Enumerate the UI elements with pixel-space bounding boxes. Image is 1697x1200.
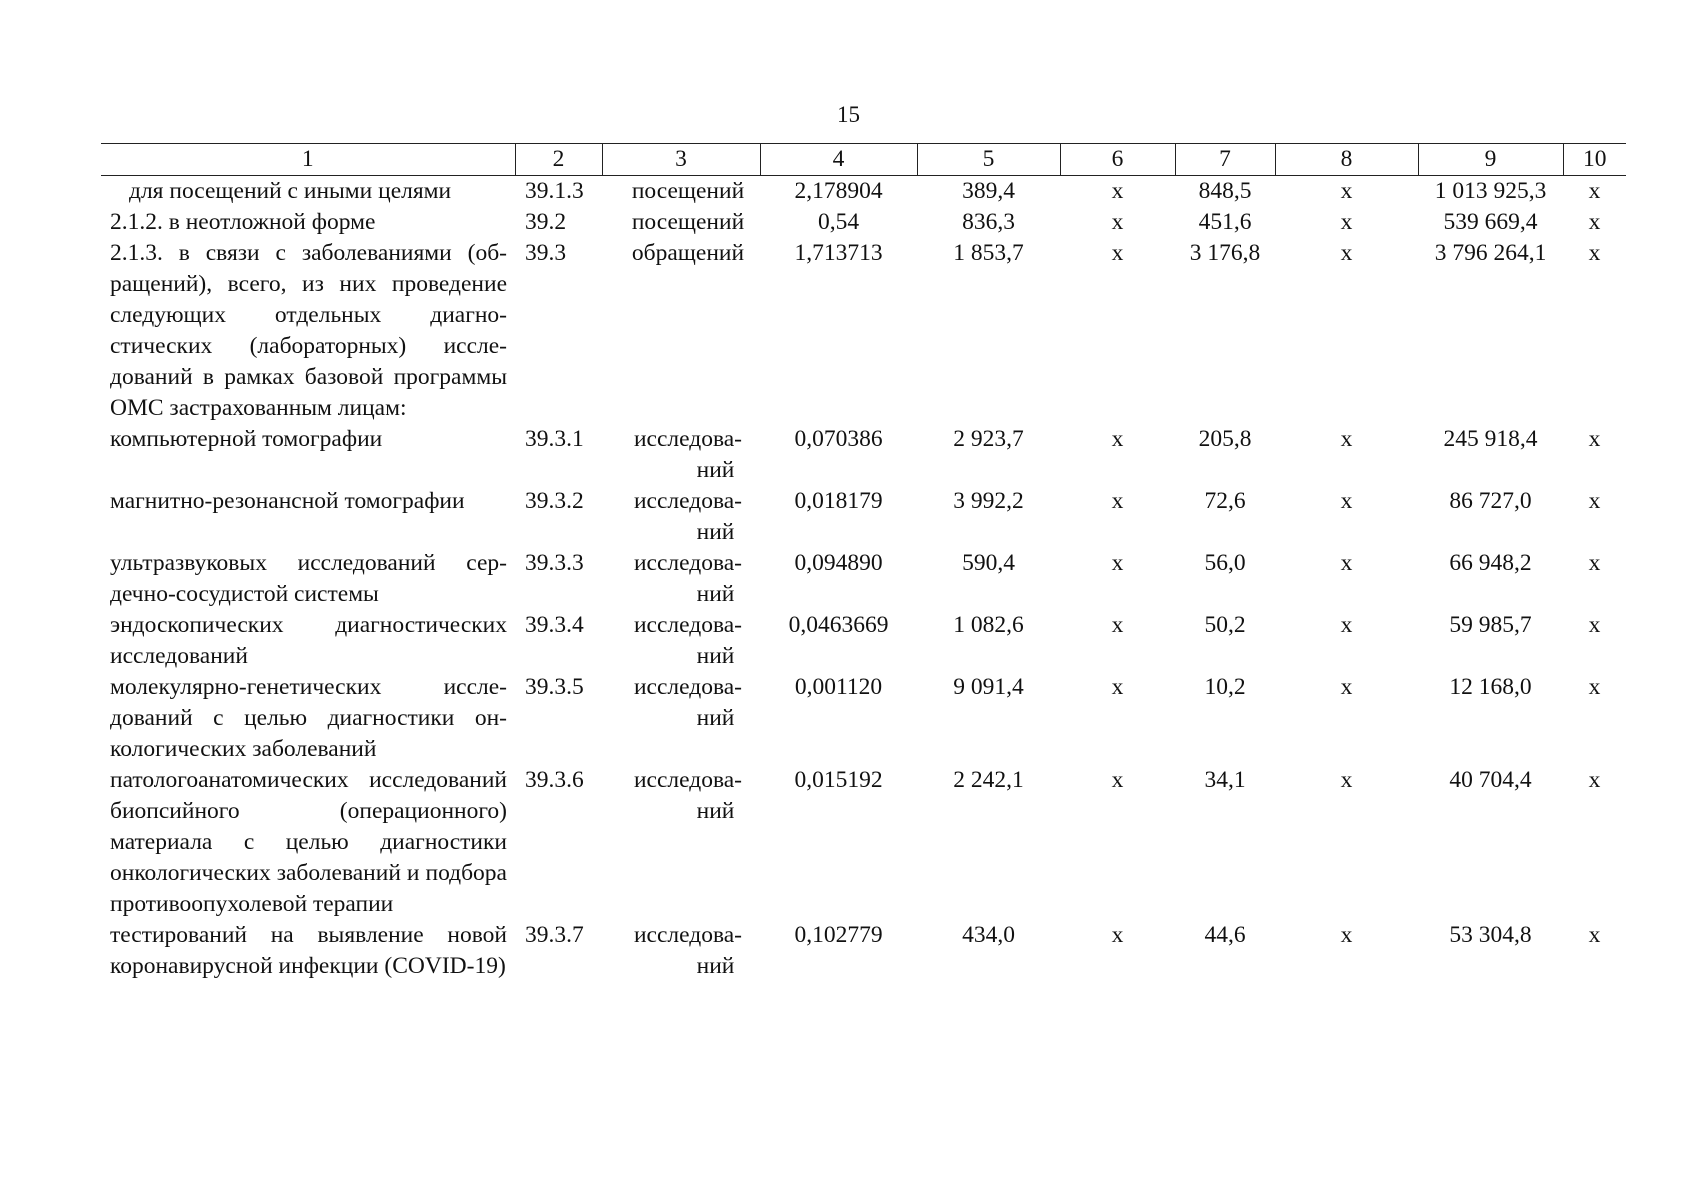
unit-cell — [602, 486, 760, 548]
unit-cell — [602, 672, 760, 765]
value-cell-c8: х — [1340, 426, 1353, 452]
value-cell-c8: х — [1340, 612, 1353, 638]
value-cell-c10: х — [1588, 240, 1601, 266]
unit-cell — [602, 424, 760, 486]
unit-text: исследова- — [633, 674, 743, 700]
table-row — [101, 765, 1626, 920]
row-name-cell — [101, 548, 515, 610]
value-cell-c7: 10,2 — [1204, 674, 1246, 700]
value-cell-c5: 1 082,6 — [953, 612, 1024, 638]
unit-text-continuation: ний — [696, 798, 735, 824]
value-cell-c8: х — [1340, 488, 1353, 514]
value-cell-c7: 848,5 — [1198, 178, 1252, 204]
value-cell-c8: х — [1340, 240, 1353, 266]
column-header: 2 — [515, 144, 602, 176]
row-name: патологоанатомических исследований биопсийного (операционного) материала с целью диагностики онкологических заболеваний и подбора противоопухолевой терапии — [110, 767, 507, 917]
value-cell-c9: 40 704,4 — [1449, 767, 1532, 793]
value-cell-c4: 0,018179 — [794, 488, 883, 514]
code-cell: 39.3.4 — [525, 612, 584, 638]
code-cell: 39.3 — [525, 240, 567, 266]
value-cell-c4: 0,094890 — [794, 550, 883, 576]
value-cell-c5: 9 091,4 — [953, 674, 1024, 700]
unit-text-continuation: ний — [696, 457, 735, 483]
row-name-cell — [101, 424, 515, 486]
value-cell-c7: 50,2 — [1204, 612, 1246, 638]
value-cell-c9: 1 013 925,3 — [1434, 178, 1547, 204]
value-cell-c9: 539 669,4 — [1443, 209, 1538, 235]
unit-cell — [602, 207, 760, 238]
value-cell-c7: 34,1 — [1204, 767, 1246, 793]
code-cell: 39.1.3 — [525, 178, 584, 204]
unit-text-continuation: ний — [696, 705, 735, 731]
unit-text: исследова- — [633, 612, 743, 638]
row-name-cell — [101, 920, 515, 982]
value-cell-c7: 72,6 — [1204, 488, 1246, 514]
value-cell-c5: 389,4 — [962, 178, 1015, 204]
unit-text: исследова- — [633, 550, 743, 576]
value-cell-c4: 1,713713 — [794, 240, 883, 266]
value-cell-c4: 0,0463669 — [788, 612, 889, 638]
value-cell-c7: 3 176,8 — [1189, 240, 1261, 266]
unit-text: посещений — [631, 209, 745, 235]
table-row — [101, 672, 1626, 765]
value-cell-c9: 66 948,2 — [1449, 550, 1532, 576]
code-cell: 39.3.7 — [525, 922, 584, 948]
unit-text: исследова- — [633, 922, 743, 948]
unit-text-continuation: ний — [696, 581, 735, 607]
row-name-cell — [101, 610, 515, 672]
value-cell-c8: х — [1340, 550, 1353, 576]
value-cell-c8: х — [1340, 178, 1353, 204]
unit-text-continuation: ний — [696, 953, 735, 979]
unit-cell — [602, 238, 760, 424]
data-table — [101, 143, 1626, 982]
code-cell: 39.3.1 — [525, 426, 584, 452]
row-name: магнитно-резонансной томографии — [110, 488, 465, 514]
value-cell-c6: х — [1111, 550, 1124, 576]
value-cell-c10: х — [1588, 612, 1601, 638]
value-cell-c4: 0,015192 — [794, 767, 883, 793]
value-cell-c8: х — [1340, 209, 1353, 235]
row-name: для посещений с иными целями — [129, 178, 452, 204]
value-cell-c6: х — [1111, 426, 1124, 452]
value-cell-c4: 0,54 — [817, 209, 860, 235]
value-cell-c8: х — [1340, 922, 1353, 948]
code-cell: 39.3.6 — [525, 767, 584, 793]
unit-cell — [602, 548, 760, 610]
value-cell-c4: 0,102779 — [794, 922, 883, 948]
value-cell-c7: 56,0 — [1204, 550, 1246, 576]
unit-cell — [602, 176, 760, 208]
table-row — [101, 424, 1626, 486]
value-cell-c6: х — [1111, 767, 1124, 793]
unit-text-continuation: ний — [696, 643, 735, 669]
column-header: 4 — [760, 144, 917, 176]
value-cell-c5: 836,3 — [962, 209, 1015, 235]
value-cell-c4: 2,178904 — [794, 178, 883, 204]
value-cell-c5: 1 853,7 — [953, 240, 1024, 266]
value-cell-c6: х — [1111, 240, 1124, 266]
value-cell-c9: 86 727,0 — [1449, 488, 1532, 514]
row-name-cell — [101, 238, 515, 424]
table-row — [101, 207, 1626, 238]
value-cell-c4: 0,070386 — [794, 426, 883, 452]
row-name: эндоскопических диагностических исследований — [110, 612, 507, 669]
row-name-cell — [101, 765, 515, 920]
value-cell-c6: х — [1111, 209, 1124, 235]
table-row — [101, 610, 1626, 672]
value-cell-c10: х — [1588, 209, 1601, 235]
table-body — [101, 176, 1626, 983]
row-name-cell — [101, 207, 515, 238]
value-cell-c5: 590,4 — [962, 550, 1015, 576]
column-header: 10 — [1563, 144, 1626, 176]
unit-text: посещений — [631, 178, 745, 204]
column-header: 3 — [602, 144, 760, 176]
value-cell-c7: 44,6 — [1204, 922, 1246, 948]
row-name: тестирований на выявление новой коронавирусной инфекции (COVID-19) — [110, 922, 507, 979]
value-cell-c6: х — [1111, 674, 1124, 700]
unit-text: исследова- — [633, 426, 743, 452]
value-cell-c6: х — [1111, 178, 1124, 204]
row-name-cell — [101, 486, 515, 548]
value-cell-c6: х — [1111, 488, 1124, 514]
column-header: 7 — [1175, 144, 1275, 176]
value-cell-c8: х — [1340, 674, 1353, 700]
row-name-cell — [101, 176, 515, 208]
unit-text-continuation: ний — [696, 519, 735, 545]
unit-cell — [602, 920, 760, 982]
header-row — [101, 144, 1626, 176]
row-name: молекулярно-генетических исследований с целью диагностики онкологических заболеваний — [110, 674, 507, 762]
value-cell-c9: 3 796 264,1 — [1434, 240, 1547, 266]
row-name-cell — [101, 672, 515, 765]
value-cell-c6: х — [1111, 922, 1124, 948]
value-cell-c5: 2 242,1 — [953, 767, 1024, 793]
value-cell-c8: х — [1340, 767, 1353, 793]
unit-cell — [602, 610, 760, 672]
column-header: 1 — [101, 144, 515, 176]
value-cell-c10: х — [1588, 767, 1601, 793]
row-name: 2.1.2. в неотложной форме — [110, 209, 376, 235]
unit-text: исследова- — [633, 488, 743, 514]
value-cell-c9: 59 985,7 — [1449, 612, 1532, 638]
unit-text: обращений — [631, 240, 745, 266]
table-row — [101, 486, 1626, 548]
code-cell: 39.3.3 — [525, 550, 584, 576]
table-row — [101, 238, 1626, 424]
value-cell-c10: х — [1588, 550, 1601, 576]
value-cell-c7: 205,8 — [1198, 426, 1252, 452]
value-cell-c9: 12 168,0 — [1449, 674, 1532, 700]
table-row — [101, 176, 1626, 208]
column-header: 8 — [1275, 144, 1418, 176]
row-name: ультразвуковых исследований сердечно-сосудистой системы — [110, 550, 507, 607]
column-header: 9 — [1418, 144, 1563, 176]
value-cell-c10: х — [1588, 674, 1601, 700]
value-cell-c7: 451,6 — [1198, 209, 1252, 235]
value-cell-c10: х — [1588, 178, 1601, 204]
value-cell-c9: 245 918,4 — [1443, 426, 1538, 452]
code-cell: 39.3.5 — [525, 674, 584, 700]
value-cell-c10: х — [1588, 488, 1601, 514]
unit-text: исследова- — [633, 767, 743, 793]
value-cell-c5: 2 923,7 — [953, 426, 1024, 452]
column-header: 5 — [917, 144, 1060, 176]
table-row — [101, 548, 1626, 610]
value-cell-c5: 434,0 — [962, 922, 1015, 948]
value-cell-c10: х — [1588, 426, 1601, 452]
code-cell: 39.2 — [525, 209, 567, 235]
row-name: компьютерной томографии — [110, 426, 383, 452]
value-cell-c10: х — [1588, 922, 1601, 948]
row-name: 2.1.3. в связи с заболеваниями (обращений), всего, из них проведение следующих отдельных диагностических (лабораторных) исследований в рамках базовой программы ОМС застрахованным лицам: — [110, 240, 507, 421]
table-row — [101, 920, 1626, 982]
page-number: 15 — [837, 102, 860, 127]
value-cell-c4: 0,001120 — [794, 674, 883, 700]
value-cell-c9: 53 304,8 — [1449, 922, 1532, 948]
value-cell-c5: 3 992,2 — [953, 488, 1024, 514]
column-header: 6 — [1060, 144, 1175, 176]
unit-cell — [602, 765, 760, 920]
code-cell: 39.3.2 — [525, 488, 584, 514]
value-cell-c6: х — [1111, 612, 1124, 638]
